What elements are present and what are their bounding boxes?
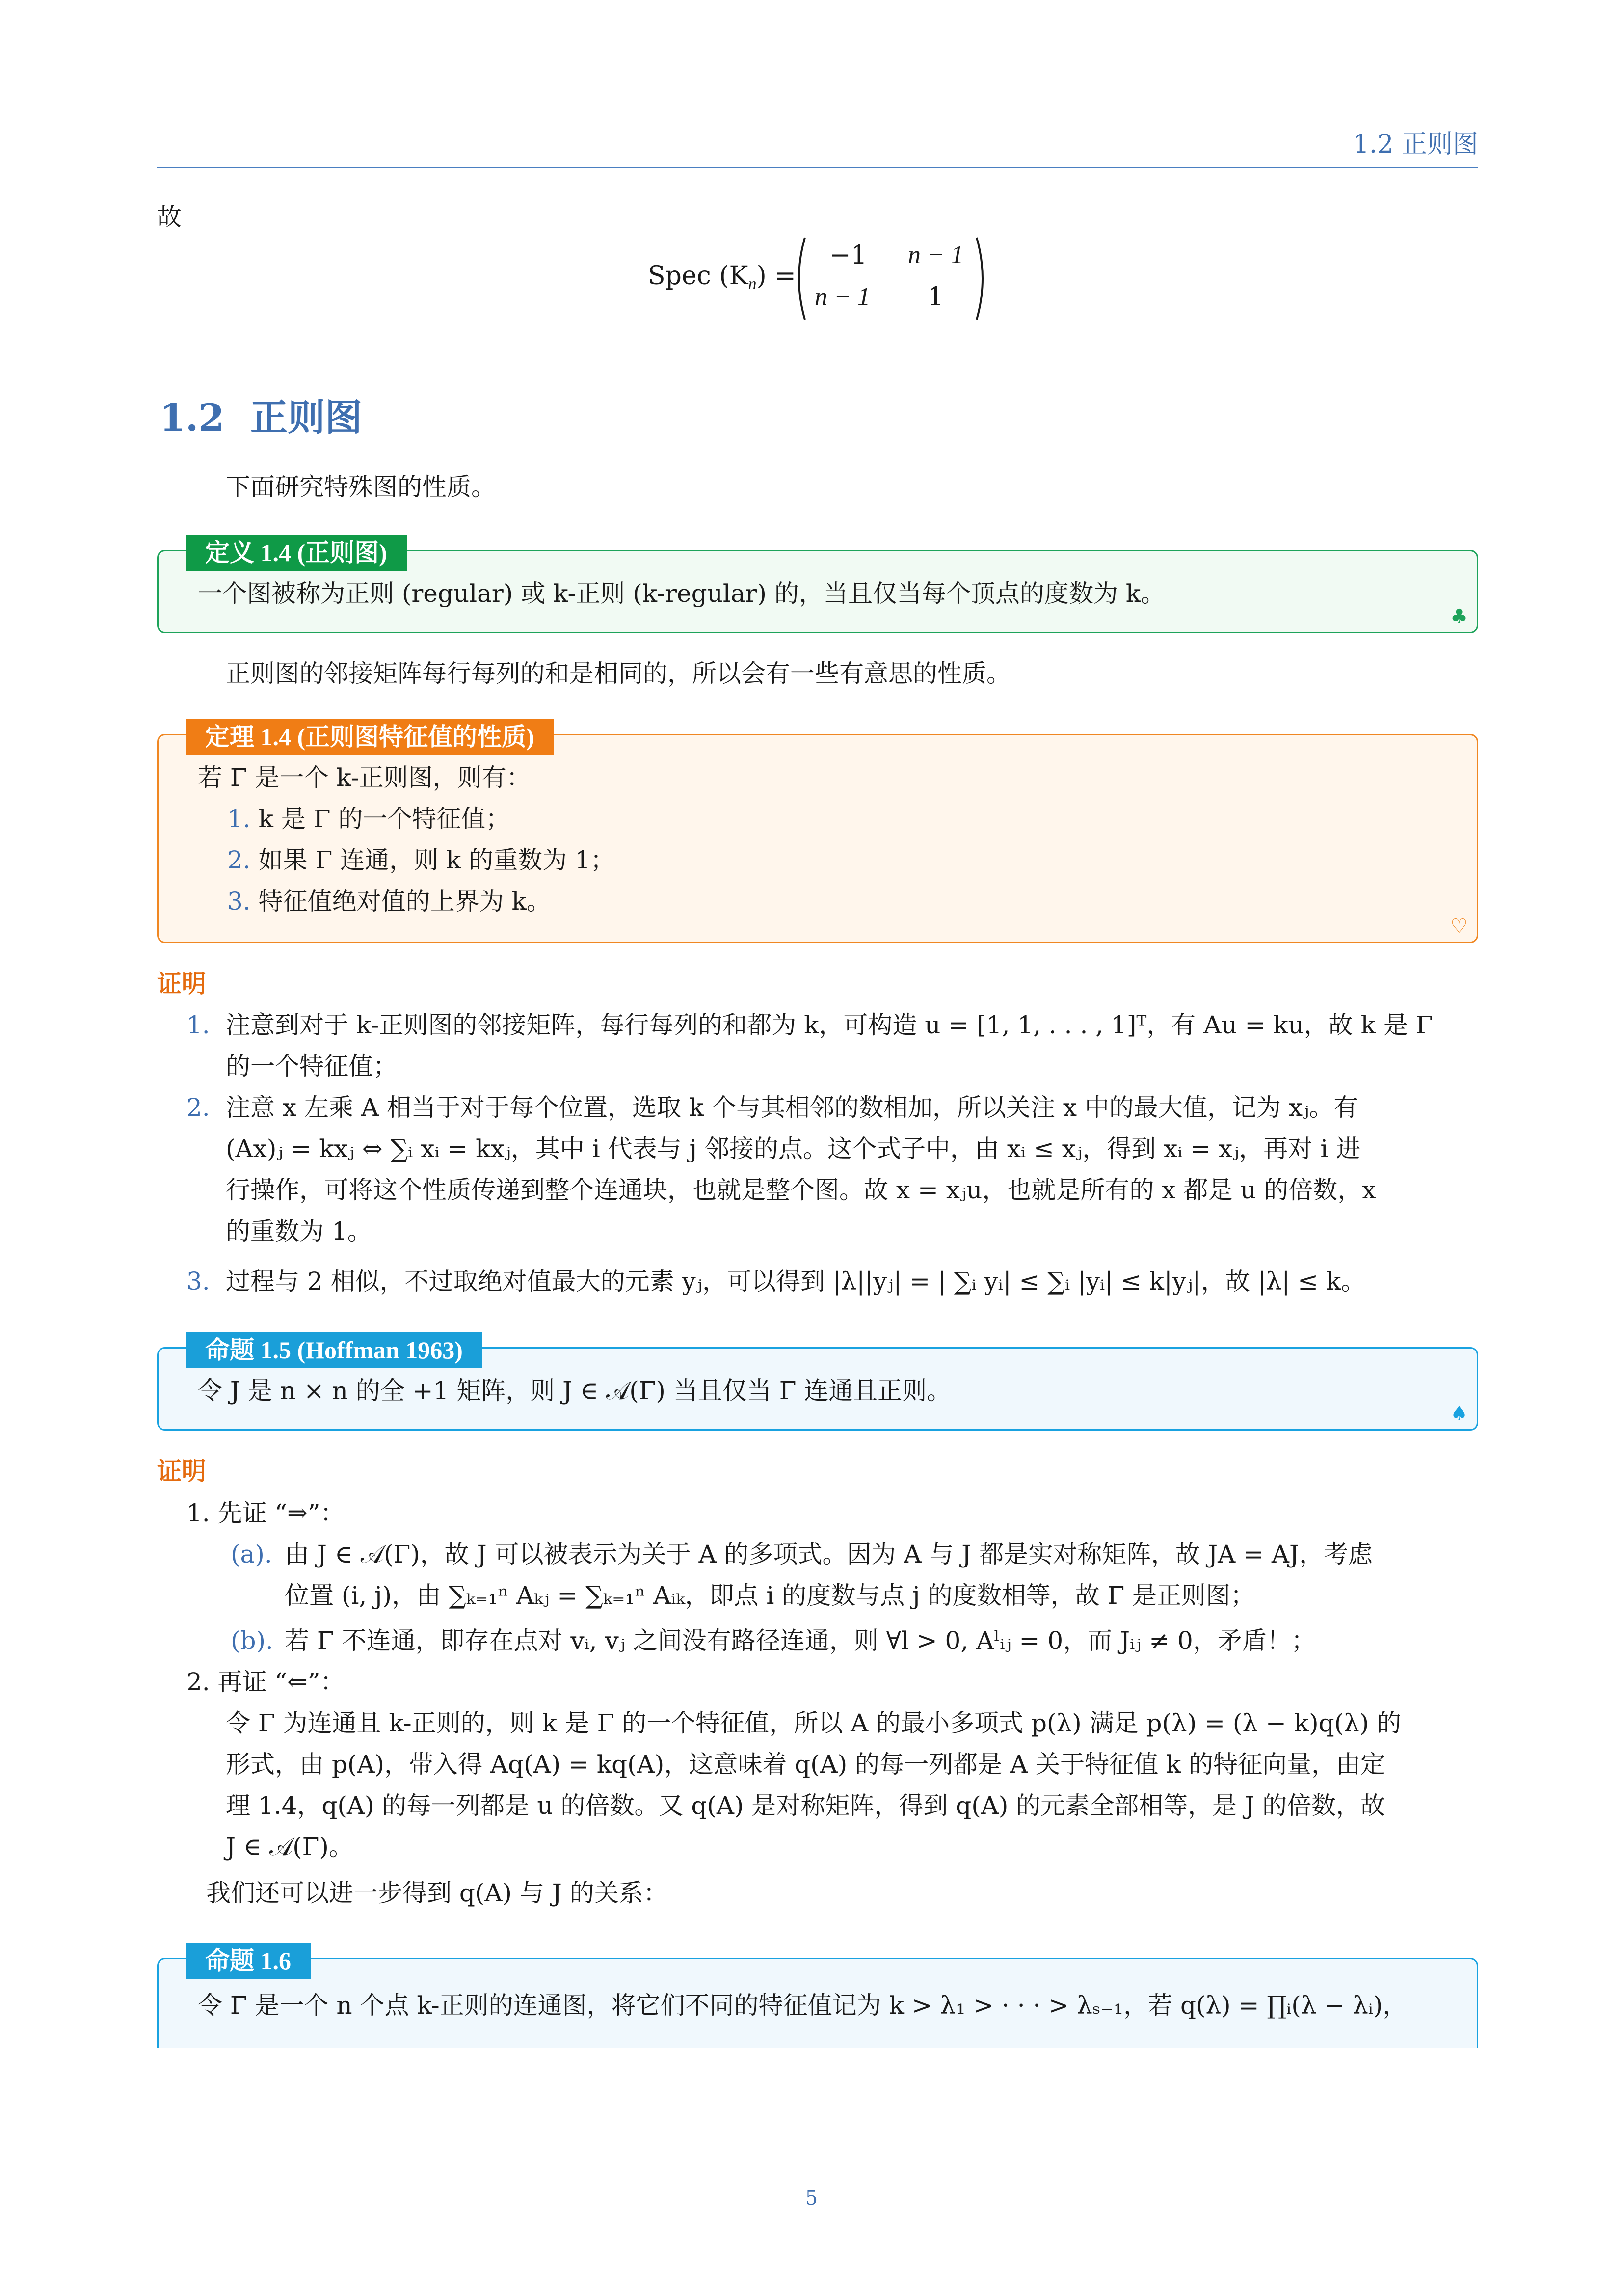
definition-box — [157, 539, 1478, 633]
proof1-line: 行操作，可将这个性质传递到整个连通块，也就是整个图。故 x = xⱼu，也就是所有的 x 都是 u 的倍数，x — [226, 1176, 1376, 1204]
proof1-line: 的重数为 1。 — [226, 1217, 372, 1245]
proof1-line: 的一个特征值； — [226, 1052, 398, 1080]
theorem-intro: 若 Γ 是一个 k-正则图，则有： — [198, 763, 531, 792]
spec-lhs-end: ) = — [756, 261, 796, 291]
spec-lhs — [648, 261, 796, 294]
proof1-line: (Ax)ⱼ = kxⱼ ⇔ ∑ᵢ xᵢ = kxⱼ，其中 i 代表与 j 邻接的点。这个式子中，由 xᵢ ≤ xⱼ，得到 xᵢ = xⱼ，再对 i 进 — [226, 1134, 1361, 1163]
proof2-step2-line: 理 1.4，q(A) 的每一列都是 u 的倍数。又 q(A) 是对称矩阵，得到 q(A) 的元素全部相等，是 J 的倍数，故 — [226, 1791, 1385, 1820]
proof2-b-line: 若 Γ 不连通，即存在点对 vᵢ, vⱼ 之间没有路径连通，则 ∀l > 0, Aˡᵢⱼ = 0，而 Jᵢⱼ ≠ 0，矛盾！； — [285, 1626, 1316, 1655]
proposition-tag-2: 命题 1.6 — [186, 1943, 311, 1979]
proposition-box-2 — [157, 1947, 1478, 2048]
proof-num: 2. — [186, 1093, 210, 1122]
section-heading — [160, 388, 362, 441]
proposition-text-2: 令 Γ 是一个 n 个点 k-正则的连通图，将它们不同的特征值记为 k > λ₁ > · · · > λₛ₋₁，若 q(λ) = ∏ᵢ(λ − λᵢ)， — [198, 1991, 1408, 2020]
spade-icon: ♠ — [1450, 1403, 1468, 1425]
proof2-step2-line: 形式，由 p(A)，带入得 Aq(A) = kq(A)，这意味着 q(A) 的每一列都是 A 关于特征值 k 的特征向量，由定 — [226, 1750, 1385, 1779]
proof1-line: 过程与 2 相似，不过取绝对值最大的元素 yⱼ，可以得到 |λ||yⱼ| = | ∑ᵢ yᵢ| ≤ ∑ᵢ |yᵢ| ≤ k|yⱼ|，故 |λ| ≤ k。 — [226, 1267, 1366, 1296]
proof-num: 3. — [186, 1267, 210, 1296]
spec-lhs-text: Spec (K — [648, 261, 748, 291]
para-intro: 下面研究特殊图的性质。 — [226, 473, 496, 501]
proof2-a-line: 位置 (i, j)，由 ∑ₖ₌₁ⁿ Aₖⱼ = ∑ₖ₌₁ⁿ Aᵢₖ，即点 i 的度数与点 j 的度数相等，故 Γ 是正则图； — [285, 1581, 1255, 1610]
theorem-item-number: 1. — [227, 805, 251, 833]
proof2-step2-line: J ∈ 𝒜(Γ)。 — [226, 1833, 353, 1861]
club-icon: ♣ — [1450, 605, 1468, 628]
proof2-a-line: 由 J ∈ 𝒜(Γ)，故 J 可以被表示为关于 A 的多项式。因为 A 与 J 都是实对称矩阵，故 JA = AJ，考虑 — [285, 1540, 1373, 1568]
matrix-r1c1: −1 — [829, 241, 867, 270]
theorem-item — [227, 881, 551, 922]
proposition-text: 令 J 是 n × n 的全 +1 矩阵，则 J ∈ 𝒜(Γ) 当且仅当 Γ 连通且正则。 — [198, 1377, 952, 1405]
right-paren-icon — [972, 236, 991, 322]
definition-text: 一个图被称为正则 (regular) 或 k-正则 (k-regular) 的，当且仅当每个顶点的度数为 k。 — [198, 579, 1166, 608]
page-number: 5 — [805, 2187, 818, 2210]
proof1-line: 注意 x 左乘 A 相当于对于每个位置，选取 k 个与其相邻的数相加，所以关注 x 中的最大值，记为 xⱼ。有 — [226, 1093, 1358, 1122]
para-regular: 正则图的邻接矩阵每行每列的和是相同的，所以会有一些有意思的性质。 — [226, 659, 1011, 688]
intro-gu: 故 — [157, 203, 182, 231]
heart-icon: ♡ — [1450, 915, 1468, 938]
theorem-item-text: 特征值绝对值的上界为 k。 — [258, 887, 551, 916]
theorem-item-number: 3. — [227, 887, 251, 916]
proof2-a-num: (a). — [231, 1540, 272, 1568]
theorem-item-number: 2. — [227, 846, 251, 874]
theorem-item-text: k 是 Γ 的一个特征值； — [258, 805, 510, 833]
proof2-step1: 1. 先证 “⇒”： — [186, 1499, 345, 1527]
matrix-r2c1: n − 1 — [815, 283, 871, 311]
theorem-item — [227, 839, 615, 881]
proof2-step2-line: 令 Γ 为连通且 k-正则的，则 k 是 Γ 的一个特征值，所以 A 的最小多项式 p(λ) 满足 p(λ) = (λ − k)q(λ) 的 — [226, 1709, 1402, 1737]
proposition-tag: 命题 1.5 (Hoffman 1963) — [186, 1332, 482, 1368]
proof2-closing: 我们还可以进一步得到 q(A) 与 J 的关系： — [206, 1879, 668, 1907]
spec-lhs-sub: n — [748, 275, 757, 293]
theorem-item-text: 如果 Γ 连通，则 k 的重数为 1； — [258, 846, 615, 874]
theorem-box — [157, 723, 1478, 943]
running-head — [157, 129, 1478, 168]
section-title-text: 正则图 — [250, 396, 363, 439]
proof2-b-num: (b). — [231, 1626, 273, 1655]
matrix-r2c2: 1 — [928, 282, 944, 312]
definition-tag: 定义 1.4 (正则图) — [186, 535, 407, 571]
section-number: 1.2 — [160, 396, 225, 439]
spec-matrix-equation — [648, 236, 991, 322]
left-paren-icon — [790, 236, 810, 322]
proof-label: 证明 — [157, 1457, 206, 1486]
proof2-step2: 2. 再证 “⇐”： — [186, 1668, 345, 1696]
proof-num: 1. — [186, 1011, 210, 1039]
proof-label: 证明 — [157, 969, 206, 998]
matrix-r1c2: n − 1 — [908, 241, 964, 269]
running-title: 1.2 正则图 — [1353, 130, 1478, 159]
theorem-tag: 定理 1.4 (正则图特征值的性质) — [186, 719, 554, 755]
proof1-line: 注意到对于 k-正则图的邻接矩阵，每行每列的和都为 k，可构造 u = [1, 1, . . . , 1]ᵀ，有 Au = ku，故 k 是 Γ — [226, 1011, 1433, 1039]
proposition-box — [157, 1336, 1478, 1431]
theorem-item — [227, 798, 510, 839]
